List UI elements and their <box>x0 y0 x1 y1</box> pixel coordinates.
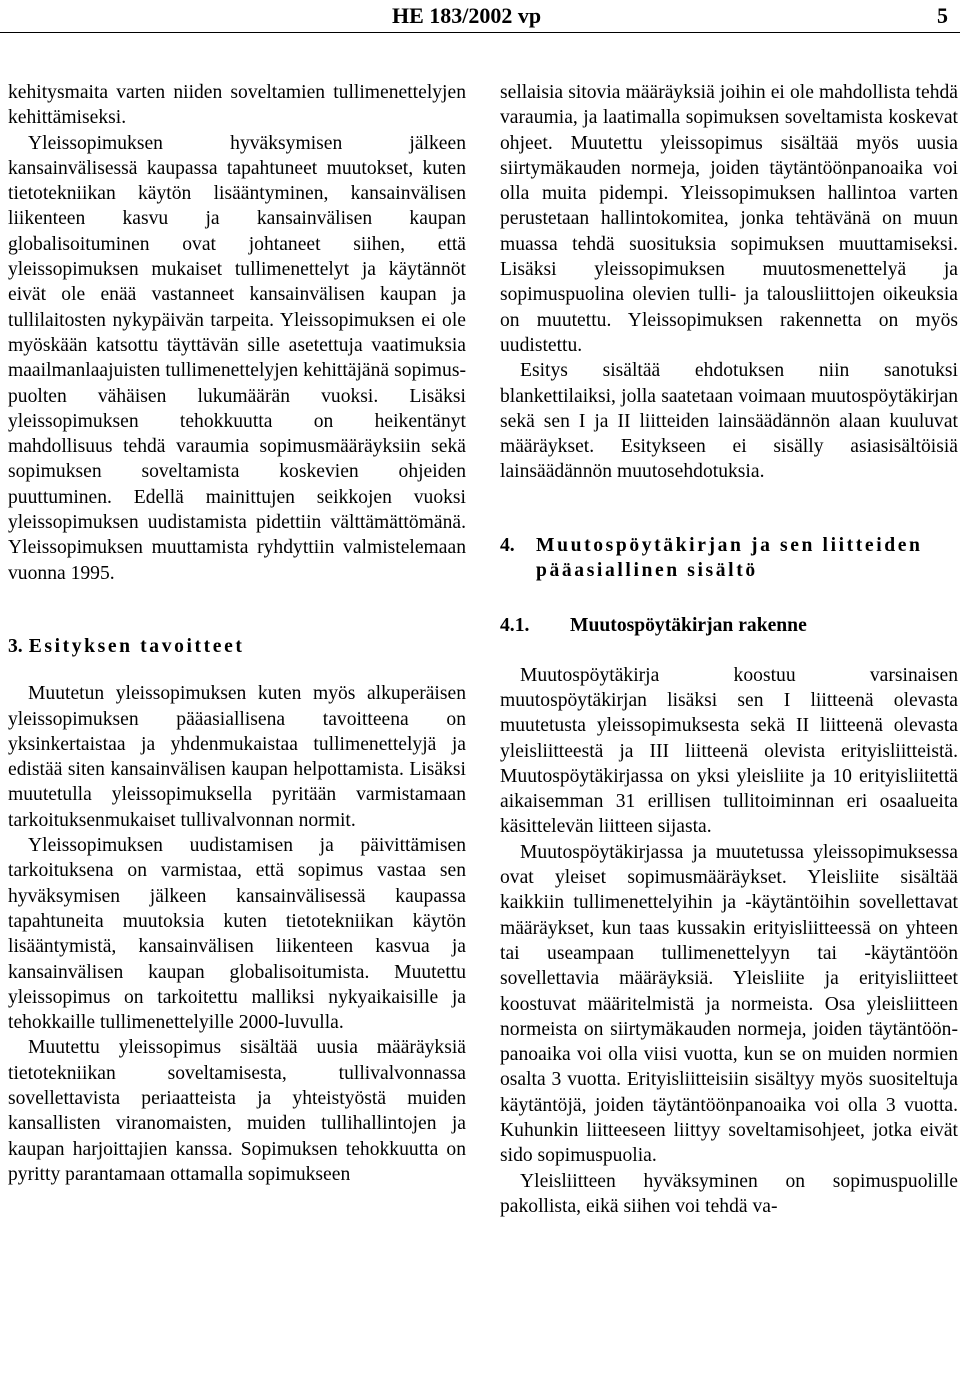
subsection-number: 4.1. <box>500 615 530 637</box>
left-column <box>8 80 466 1187</box>
paragraph: Yleissopimuksen uudistamisen ja päivittämisen tarkoituksena on varmistaa, että sopimus vastaa sen hyväksymisen jälkeen kansainvälisessä kaupassa tapahtuneita muutoksia kuten tietotekniikan käytön lisääntymistä, kansainvälisen liikenteen kasvua ja kansainvälisen kaupan globalisoitumista. Muutettu yleissopimus on tarkoitettu malliksi nykyaikaisille ja tehokkaille tullimenettelyille 2000-luvulla. <box>8 835 466 1034</box>
right-column <box>500 80 958 1219</box>
section-heading <box>8 634 466 659</box>
document-id: HE 183/2002 vp <box>392 3 542 28</box>
paragraph: kehitysmaita varten niiden soveltamien tullimenettelyjen kehittämiseksi. <box>8 82 466 129</box>
paragraph: sellaisia sitovia määräyksiä joihin ei ole mahdollista tehdä varaumia, ja laatimalla sopimuksen soveltamista koskevat ohjeet. Muutettu yleissopimus sisältää myös uusia siirtymäkauden normeja, joiden täytäntöönpanoaika voi olla muita pidempi. Yleissopimuksen hallintoa varten perustetaan hallintokomitea, jonka tehtävänä on muun muassa tehdä suosituksia sopimuksen muuttamiseksi. Lisäksi yleissopimuksen muutosmenettelyä ja sopimuspuolina olevien tulli- ja talousliittojen oikeuksia on muutettu. Yleissopimuksen rakennetta on myös uudistettu. <box>500 82 958 356</box>
paragraph: Muutetun yleissopimuksen kuten myös alkuperäisen yleissopimuksen pääasiallisena tavoitteena on yksinkertaistaa ja yhdenmukaistaa tullimenettelyjä ja edistää siten kansainvälisen kaupan helpottamista. Lisäksi muutetulla yleissopimuksella pyritään varmistamaan tarkoituksenmukaiset tullivalvonnan normit. <box>8 683 466 831</box>
subsection-heading <box>500 613 958 638</box>
section-heading <box>500 533 958 584</box>
paragraph: Muutettu yleissopimus sisältää uusia määräyksiä tietotekniikan soveltamisesta, tullivalvonnassa sovellettavista periaatteista ja yhteistyöstä muiden kansallisten viranomaisten, muiden tullihallintojen ja kaupan harjoittajien kanssa. Sopimuksen tehokkuutta on pyritty parantamaan ottamalla sopimukseen <box>8 1037 466 1185</box>
section-title: Muutospöytäkirjan ja sen liitteiden pääasiallinen sisältö <box>536 534 923 582</box>
page-header <box>0 0 960 33</box>
subsection-title: Muutospöytäkirjan rakenne <box>570 615 807 637</box>
section-number: 3. <box>8 635 23 657</box>
paragraph: Esitys sisältää ehdotuksen niin sanotuksi blankettilaiksi, jolla saatetaan voimaan muutospöytäkirjan sekä sen I ja II liitteiden lainsäädännön alaan kuuluvat määräykset. Esitykseen ei sisälly asiasisältöisiä lainsäädännön muutosehdotuksia. <box>500 360 958 483</box>
section-title: Esityksen tavoitteet <box>28 635 245 657</box>
paragraph: Muutospöytäkirja koostuu varsinaisen muutospöytäkirjan lisäksi sen I liitteenä olevasta muutetusta yleissopimuksesta sekä II liitteenä olevasta yleisliitteestä ja III liitteenä olevista erityisliitteistä. Muutospöytäkirjassa on yksi yleisliite ja 10 erityisliitettä aikaisemman 31 erillisen tullitoiminnan eri osaalueita käsittelevän liitteen sijasta. <box>500 664 958 838</box>
paragraph: Yleissopimuksen hyväksymisen jälkeen kansainvälisessä kaupassa tapahtuneet muutokset, kuten tietotekniikan käytön lisääntyminen, kansainvälisen liikenteen kasvu ja kansainvälisen kaupan globalisoituminen ovat johtaneet siihen, että yleissopimuksen mukaiset tullimenettelyt ja käytännöt eivät ole enää vastanneet kansainvälisen kaupan ja tullilaitosten nykypäivän tarpeita. Yleissopimuksen ei ole myöskään katsottu täyttävän sille asetettuja vaatimuksia maailmanlaajuisten tullimenettelyjen kehittäjänä sopimuspuolten vähäisen lukumäärän vuoksi. Lisäksi yleissopimuksen tehokkuutta on heikentänyt mahdollisuus tehdä varaumia sopimusmääräyksiin sekä sopimuksen soveltamista koskevien ohjeiden puuttuminen. Edellä mainittujen seikkojen vuoksi yleissopimuksen uudistamista pidettiin välttämättömänä. Yleissopimuksen muuttamista ryhdyttiin valmistelemaan vuonna 1995. <box>8 132 466 584</box>
paragraph: Yleisliitteen hyväksyminen on sopimuspuolille pakollista, eikä siihen voi tehdä va- <box>500 1170 958 1217</box>
section-number: 4. <box>500 534 515 556</box>
paragraph: Muutospöytäkirjassa ja muutetussa yleissopimuksessa ovat yleiset sopimusmääräykset. Yleisliite sisältää kaikkiin tullimenettelyihin ja -käytäntöihin sovellettavat määräykset, kun taas kussakin erityisliitteessä on yhteen tai useampaan tullimenettelyyn tai -käytäntöön sovellettavia määräyksiä. Yleisliite ja erityisliitteet koostuvat määritelmistä ja normeista. Osa yleisliitteen normeista on siirtymäkauden normeja, joiden täytäntöönpanoaika voi olla viisi vuotta, kun se on muiden normien osalta 3 vuotta. Erityisliitteisiin sisältyy myös suositeltuja käytäntöjä, joiden täytäntöönpanoaika voi olla 3 vuotta. Kuhunkin liitteeseen liittyy soveltamisohjeet, jotka eivät sido sopimuspuolia. <box>500 841 958 1167</box>
page-number: 5 <box>937 3 948 28</box>
